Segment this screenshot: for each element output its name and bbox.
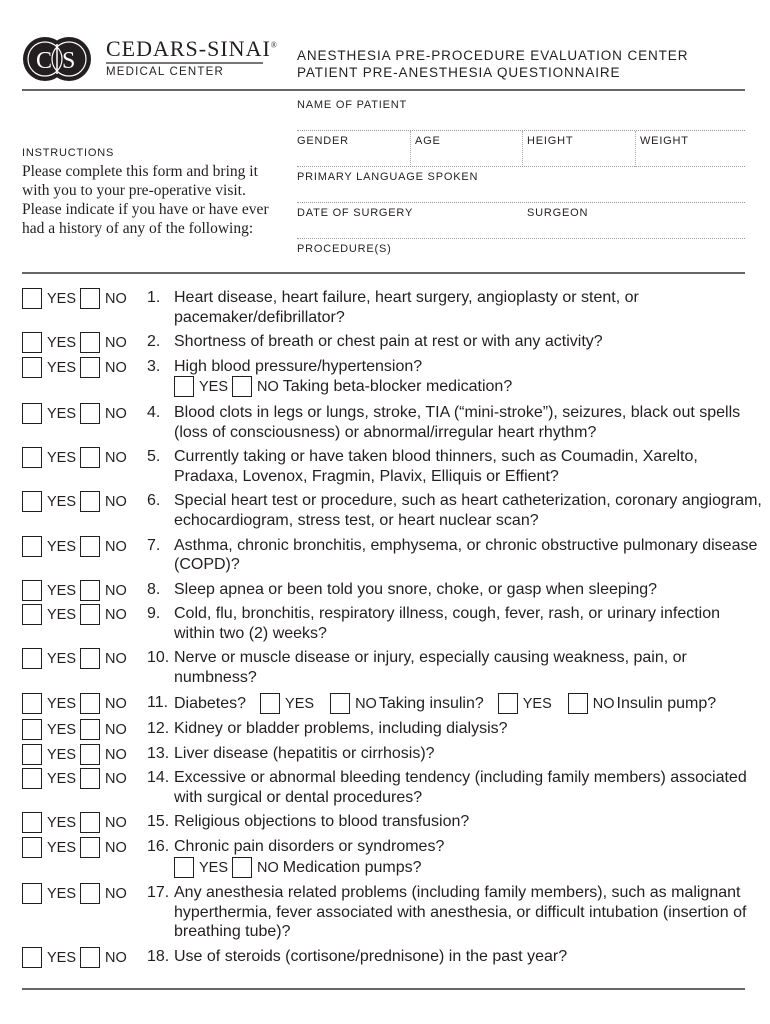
no-label: NO	[105, 607, 127, 624]
question-3-yes-no	[22, 359, 131, 376]
question-12-yes-no	[22, 721, 131, 738]
question-text: Sleep apnea or been told you snore, choke, or gasp when sleeping?	[174, 580, 658, 598]
yes-label: YES	[47, 886, 77, 903]
question-4-yes-no	[22, 405, 131, 422]
no-label: NO	[355, 695, 377, 712]
question-number: 6.	[147, 492, 161, 510]
question-number: 4.	[147, 403, 161, 421]
title-line-1: ANESTHESIA PRE-PROCEDURE EVALUATION CENTER	[297, 48, 689, 63]
yes-label: YES	[47, 949, 77, 966]
no-label: NO	[105, 949, 127, 966]
question-number: 1.	[147, 289, 161, 306]
question-text: Use of steroids (cortisone/prednisone) in the past year?	[174, 947, 568, 965]
question-number: 10.	[147, 649, 170, 667]
yes-label: YES	[47, 746, 77, 763]
question-number: 5.	[147, 448, 161, 466]
question-8-yes-checkbox[interactable]	[22, 580, 42, 601]
question-17-yes-checkbox[interactable]	[22, 883, 42, 904]
header-divider	[22, 89, 745, 91]
question-text: Religious objections to blood transfusion?	[174, 813, 470, 831]
question-6-yes-no	[22, 493, 131, 510]
brand-subtitle: MEDICAL CENTER	[106, 66, 224, 78]
yes-label: YES	[47, 494, 77, 511]
question-2-yes-checkbox[interactable]	[22, 332, 42, 353]
sub-question-text: Medication pumps?	[282, 858, 422, 876]
no-label: NO	[105, 771, 127, 788]
gender-field[interactable]: GENDER	[297, 135, 349, 147]
name-of-patient-field[interactable]: NAME OF PATIENT	[297, 99, 407, 111]
question-item	[22, 447, 762, 486]
question-number: 12.	[147, 720, 170, 738]
taking-insulin-yes-checkbox[interactable]	[260, 693, 280, 714]
no-label: NO	[105, 815, 127, 832]
form-title	[297, 47, 688, 81]
yes-label: YES	[285, 695, 315, 712]
yes-label: YES	[47, 722, 77, 739]
question-text: High blood pressure/hypertension?	[174, 357, 423, 375]
yes-label: YES	[47, 405, 77, 422]
question-8-yes-no	[22, 582, 131, 599]
insulin-pump-no-checkbox[interactable]	[568, 693, 588, 714]
question-number: 16.	[147, 837, 170, 855]
yes-label: YES	[47, 651, 77, 668]
height-field[interactable]: HEIGHT	[527, 135, 574, 147]
yes-label: YES	[47, 291, 77, 307]
question-text: Heart disease, heart failure, heart surgery, angioplasty or stent, or pacemaker/defibrillator?	[174, 289, 639, 326]
question-number: 7.	[147, 536, 161, 554]
question-7-no-checkbox[interactable]	[80, 536, 100, 557]
question-list	[22, 288, 762, 971]
field-divider	[522, 131, 523, 167]
question-item	[22, 604, 762, 643]
question-11-yes-no	[22, 695, 131, 712]
no-label: NO	[257, 859, 279, 876]
question-7-yes-no	[22, 538, 131, 555]
insulin-pump-yes-checkbox[interactable]	[498, 693, 518, 714]
yes-label: YES	[47, 839, 77, 856]
question-14-no-checkbox[interactable]	[80, 768, 100, 789]
question-item	[22, 580, 762, 600]
yes-label: YES	[47, 582, 77, 599]
primary-language-field[interactable]: PRIMARY LANGUAGE SPOKEN	[297, 171, 479, 183]
insulin-pump-text: Insulin pump?	[616, 694, 717, 712]
question-12-yes-checkbox[interactable]	[22, 719, 42, 740]
no-label: NO	[105, 359, 127, 376]
question-14-yes-no	[22, 770, 131, 787]
question-9-yes-checkbox[interactable]	[22, 604, 42, 625]
question-1-yes-checkbox[interactable]	[22, 288, 42, 309]
no-label: NO	[257, 379, 279, 396]
question-10-yes-no	[22, 650, 131, 667]
question-item	[22, 648, 762, 687]
brand-name	[106, 36, 278, 62]
question-2-no-checkbox[interactable]	[80, 332, 100, 353]
question-16-sub-yes-no	[174, 859, 283, 876]
question-6-yes-checkbox[interactable]	[22, 491, 42, 512]
question-item	[22, 693, 762, 715]
no-label: NO	[592, 695, 615, 712]
question-10-no-checkbox[interactable]	[80, 648, 100, 669]
question-7-yes-checkbox[interactable]	[22, 536, 42, 557]
question-2-yes-no	[22, 334, 131, 351]
brand-divider	[106, 62, 263, 64]
yes-label: YES	[47, 450, 77, 467]
question-text: Diabetes?	[174, 694, 247, 712]
question-5-yes-checkbox[interactable]	[22, 447, 42, 468]
field-divider	[297, 202, 745, 203]
question-text: Kidney or bladder problems, including dialysis?	[174, 720, 508, 738]
no-label: NO	[105, 695, 127, 712]
question-11-no-checkbox[interactable]	[80, 693, 100, 714]
yes-label: YES	[47, 359, 77, 376]
question-9-yes-no	[22, 606, 131, 623]
yes-label: YES	[47, 771, 77, 788]
yes-label: YES	[47, 538, 77, 555]
question-15-yes-no	[22, 814, 131, 831]
question-6-no-checkbox[interactable]	[80, 491, 100, 512]
question-text: Liver disease (hepatitis or cirrhosis)?	[174, 744, 435, 762]
question-16-yes-checkbox[interactable]	[22, 837, 42, 858]
question-text: Asthma, chronic bronchitis, emphysema, or chronic obstructive pulmonary disease (COPD)?	[174, 536, 758, 574]
title-line-2: PATIENT PRE-ANESTHESIA QUESTIONNAIRE	[297, 65, 621, 80]
question-item	[22, 536, 762, 575]
field-divider	[297, 166, 745, 167]
question-item	[22, 332, 762, 352]
no-label: NO	[105, 538, 127, 555]
svg-text:S: S	[62, 48, 76, 74]
field-divider	[410, 131, 411, 167]
question-18-yes-no	[22, 949, 131, 966]
no-label: NO	[105, 722, 127, 739]
question-item	[22, 744, 762, 764]
no-label: NO	[105, 450, 127, 467]
no-label: NO	[105, 839, 127, 856]
no-label: NO	[105, 886, 127, 903]
question-3-no-checkbox[interactable]	[80, 357, 100, 378]
question-10-yes-checkbox[interactable]	[22, 648, 42, 669]
question-number: 14.	[147, 769, 170, 787]
question-5-yes-no	[22, 449, 131, 466]
question-item	[22, 812, 762, 832]
question-number: 9.	[147, 605, 161, 623]
insulin-pump-yes-no	[484, 695, 617, 712]
question-item	[22, 947, 762, 967]
question-16-sub-yes-checkbox[interactable]	[174, 857, 194, 878]
question-number: 2.	[147, 333, 161, 351]
question-16-sub-no-checkbox[interactable]	[232, 857, 252, 878]
question-16-no-checkbox[interactable]	[80, 837, 100, 858]
question-text: Cold, flu, bronchitis, respiratory illness, cough, fever, rash, or urinary infection within two (2) weeks?	[174, 605, 721, 642]
question-text: Chronic pain disorders or syndromes?	[174, 837, 445, 855]
question-number: 15.	[147, 813, 170, 831]
no-label: NO	[105, 651, 127, 668]
surgeon-field[interactable]: SURGEON	[527, 207, 589, 219]
question-1-no-checkbox[interactable]	[80, 288, 100, 309]
question-3-yes-checkbox[interactable]	[22, 357, 42, 378]
question-item	[22, 357, 762, 398]
brand-text: CEDARS-SINAI	[106, 36, 271, 61]
section-divider	[22, 272, 745, 274]
question-item	[22, 837, 762, 878]
date-of-surgery-field[interactable]: DATE OF SURGERY	[297, 207, 414, 219]
question-13-yes-checkbox[interactable]	[22, 744, 42, 765]
question-15-no-checkbox[interactable]	[80, 812, 100, 833]
yes-label: YES	[47, 335, 77, 352]
question-17-yes-no	[22, 885, 131, 902]
question-text: Nerve or muscle disease or injury, especially causing weakness, pain, or numbness?	[174, 649, 687, 687]
registered-mark: ®	[270, 40, 278, 50]
question-item	[22, 491, 762, 530]
question-18-no-checkbox[interactable]	[80, 947, 100, 968]
question-item	[22, 288, 762, 327]
footer-divider	[22, 988, 745, 990]
question-text: Special heart test or procedure, such as heart catheterization, coronary angiogram, echocardiogram, stress test, or heart nuclear scan?	[174, 492, 762, 530]
question-13-yes-no	[22, 746, 131, 763]
procedures-field[interactable]: PROCEDURE(S)	[297, 243, 392, 255]
yes-label: YES	[47, 815, 77, 832]
no-label: NO	[105, 494, 127, 511]
question-3-sub-yes-checkbox[interactable]	[174, 376, 194, 397]
yes-label: YES	[47, 607, 77, 624]
question-17-no-checkbox[interactable]	[80, 883, 100, 904]
question-number: 13.	[147, 744, 170, 762]
field-divider	[297, 238, 745, 239]
question-3-sub-yes-no	[174, 378, 283, 395]
taking-insulin-text: Taking insulin?	[378, 694, 484, 712]
yes-label: YES	[199, 379, 229, 396]
no-label: NO	[105, 335, 127, 352]
yes-label: YES	[522, 695, 552, 712]
question-number: 8.	[147, 580, 161, 598]
svg-text:C: C	[36, 48, 53, 74]
question-16-yes-no	[22, 839, 131, 856]
question-item	[22, 768, 762, 807]
age-field[interactable]: AGE	[415, 135, 441, 147]
no-label: NO	[105, 582, 127, 599]
weight-field[interactable]: WEIGHT	[640, 135, 689, 147]
question-4-no-checkbox[interactable]	[80, 403, 100, 424]
no-label: NO	[105, 405, 127, 422]
question-15-yes-checkbox[interactable]	[22, 812, 42, 833]
question-number: 17.	[147, 884, 170, 902]
question-text: Shortness of breath or chest pain at rest or with any activity?	[174, 333, 603, 351]
taking-insulin-no-checkbox[interactable]	[330, 693, 350, 714]
question-item	[22, 719, 762, 739]
question-18-yes-checkbox[interactable]	[22, 947, 42, 968]
question-item	[22, 883, 762, 942]
question-number: 18.	[147, 947, 170, 965]
cedars-sinai-logo	[22, 36, 92, 82]
question-item	[22, 403, 762, 442]
question-text: Blood clots in legs or lungs, stroke, TIA (“mini-stroke”), seizures, black out spells (loss of consciousness) or abnormal/irregular heart rhythm?	[174, 403, 741, 441]
yes-label: YES	[47, 695, 77, 712]
sub-question-text: Taking beta-blocker medication?	[282, 378, 513, 396]
question-8-no-checkbox[interactable]	[80, 580, 100, 601]
instructions-heading: INSTRUCTIONS	[22, 147, 115, 159]
question-text: Currently taking or have taken blood thinners, such as Coumadin, Xarelto, Pradaxa, Lovenox, Fragmin, Plavix, Elliquis or Effient?	[174, 448, 698, 485]
question-12-no-checkbox[interactable]	[80, 719, 100, 740]
field-divider	[297, 130, 745, 131]
instructions-text: Please complete this form and bring it with you to your pre-operative visit. Please indicate if you have or have ever had a history of any of the following:	[22, 163, 269, 237]
no-label: NO	[105, 291, 127, 307]
question-4-yes-checkbox[interactable]	[22, 403, 42, 424]
question-9-no-checkbox[interactable]	[80, 604, 100, 625]
question-text: Excessive or abnormal bleeding tendency (including family members) associated with surgical or dental procedures?	[174, 769, 747, 806]
question-5-no-checkbox[interactable]	[80, 447, 100, 468]
field-divider	[635, 131, 636, 167]
taking-insulin-yes-no	[246, 695, 379, 712]
question-11-yes-checkbox[interactable]	[22, 693, 42, 714]
question-number: 3.	[147, 357, 161, 375]
question-14-yes-checkbox[interactable]	[22, 768, 42, 789]
question-1-yes-no	[22, 290, 131, 307]
question-3-sub-no-checkbox[interactable]	[232, 376, 252, 397]
question-13-no-checkbox[interactable]	[80, 744, 100, 765]
yes-label: YES	[199, 859, 229, 876]
no-label: NO	[105, 746, 127, 763]
question-number: 11.	[147, 693, 169, 711]
question-text: Any anesthesia related problems (including family members), such as malignant hyperthermia, fever associated with anesthesia, or difficult intubation (insertion of breathing tube)?	[174, 884, 747, 941]
